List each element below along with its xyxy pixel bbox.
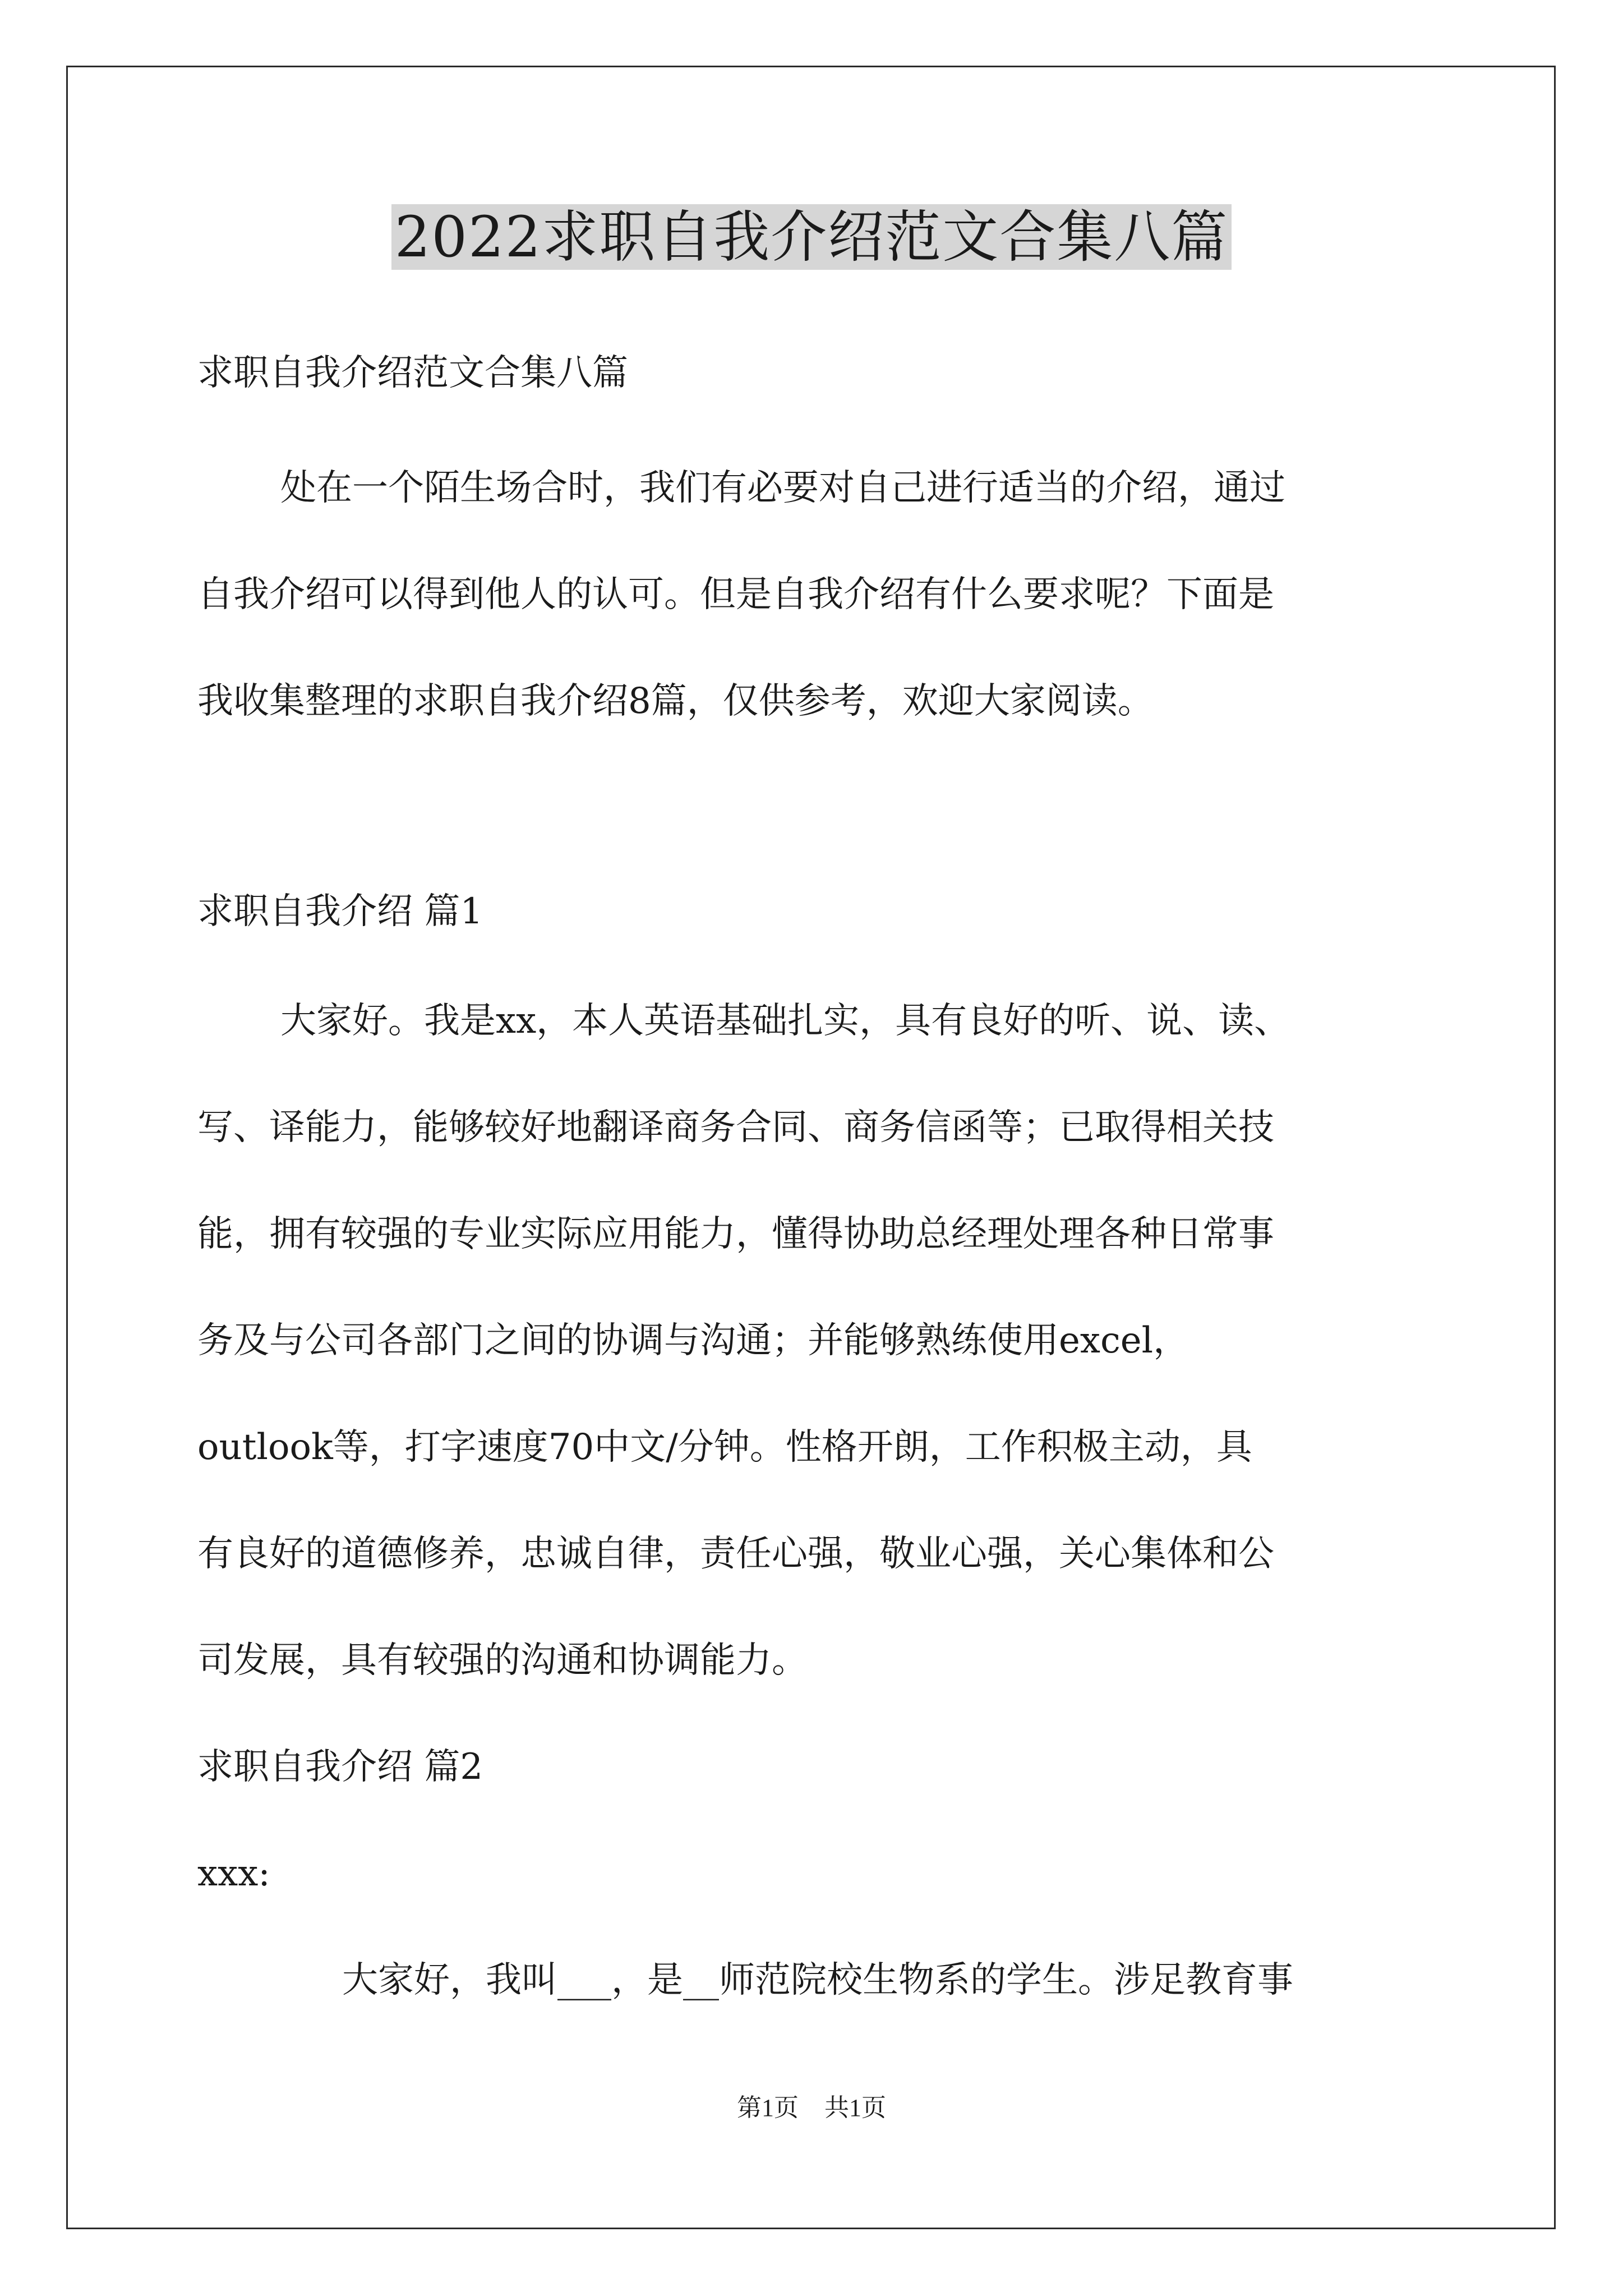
paragraph-line: 能，拥有较强的专业实际应用能力，懂得协助总经理处理各种日常事 xyxy=(197,1213,1274,1255)
salutation-line: xxx: xyxy=(197,1853,270,1894)
paragraph-line: 大家好，我叫___，是__师范院校生物系的学生。涉足教育事 xyxy=(342,1959,1293,2001)
page-footer xyxy=(0,2091,1623,2125)
paragraph-line: 务及与公司各部门之间的协调与沟通；并能够熟练使用excel， xyxy=(197,1320,1189,1361)
document-title-text: 2022求职自我介绍范文合集八篇 xyxy=(391,204,1232,270)
section-heading: 求职自我介绍 篇2 xyxy=(197,1746,483,1788)
document-title xyxy=(0,198,1623,277)
paragraph-line: outlook等，打字速度70中文/分钟。性格开朗，工作积极主动，具 xyxy=(197,1427,1252,1468)
section-heading: 求职自我介绍 篇1 xyxy=(197,891,483,932)
paragraph-line: 司发展，具有较强的沟通和协调能力。 xyxy=(197,1640,808,1681)
doc-subtitle: 求职自我介绍范文合集八篇 xyxy=(197,352,628,394)
paragraph-line: 写、译能力，能够较好地翻译商务合同、商务信函等；已取得相关技 xyxy=(197,1107,1274,1148)
paragraph-line: 有良好的道德修养，忠诚自律，责任心强，敬业心强，关心集体和公 xyxy=(197,1533,1274,1575)
paragraph-line: 自我介绍可以得到他人的认可。但是自我介绍有什么要求呢？下面是 xyxy=(197,574,1274,615)
paragraph-line: 处在一个陌生场合时，我们有必要对自己进行适当的介绍，通过 xyxy=(280,467,1285,509)
paragraph-line: 我收集整理的求职自我介绍8篇，仅供参考，欢迎大家阅读。 xyxy=(197,680,1154,722)
page-number: 第1页 xyxy=(737,2094,799,2122)
page-total: 共1页 xyxy=(824,2094,886,2122)
paragraph-line: 大家好。我是xx，本人英语基础扎实，具有良好的听、说、读、 xyxy=(280,1000,1290,1042)
